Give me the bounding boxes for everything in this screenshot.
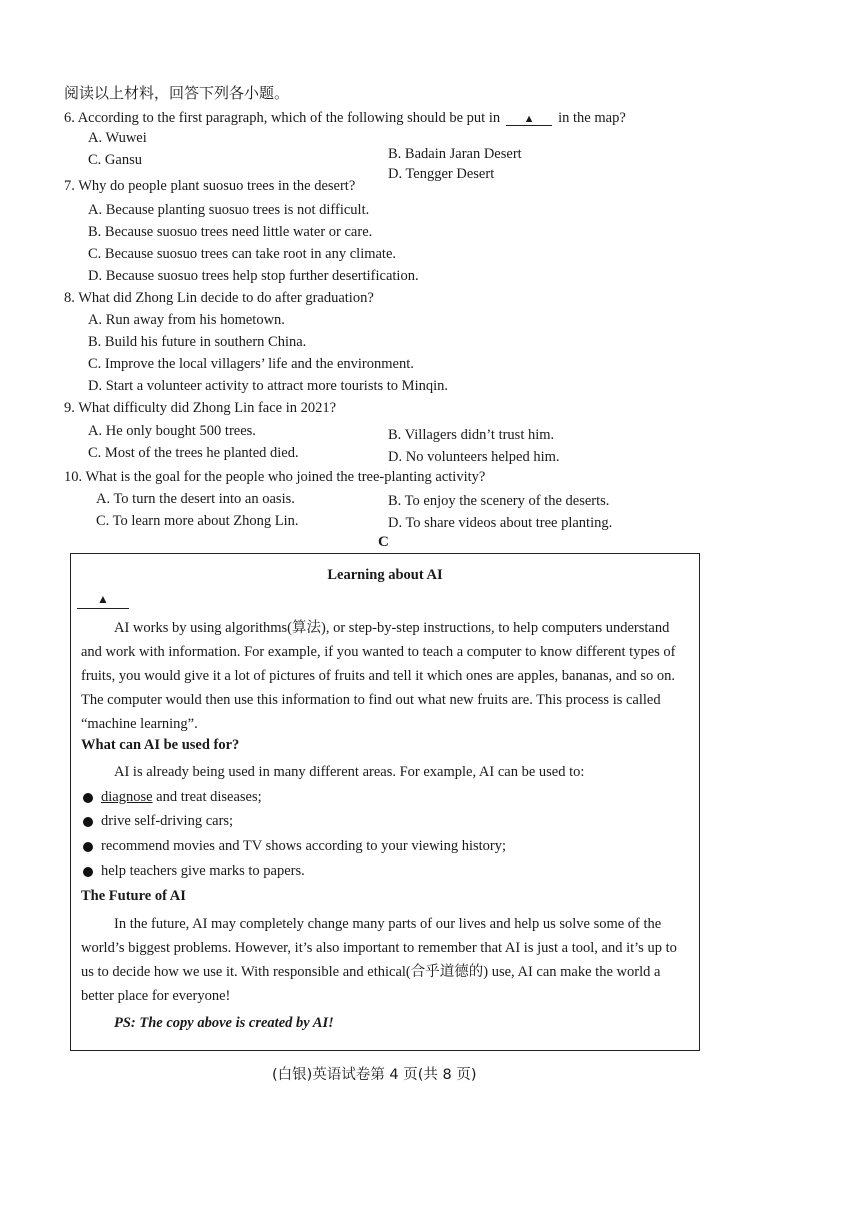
q8-option-b: B. Build his future in southern China. <box>88 334 307 350</box>
section-label: C <box>378 534 389 550</box>
q7-option-b: B. Because suosuo trees need little water or care. <box>88 224 373 240</box>
heading-uses: What can AI be used for? <box>81 737 240 753</box>
q10-option-c: C. To learn more about Zhong Lin. <box>96 513 299 529</box>
reading-passage-box <box>70 553 700 1051</box>
q8-option-d: D. Start a volunteer activity to attract more tourists to Minqin. <box>88 378 449 394</box>
q9-option-c: C. Most of the trees he planted died. <box>88 445 299 461</box>
question-8-stem: 8. What did Zhong Lin decide to do after graduation? <box>64 290 374 306</box>
postscript <box>114 1015 334 1032</box>
question-6-text: 6. According to the first paragraph, which of the following should be put in <box>64 110 501 126</box>
bullet-item-2 <box>83 813 233 830</box>
q9-option-b: B. Villagers didn’t trust him. <box>388 427 555 443</box>
q8-option-a: A. Run away from his hometown. <box>88 312 285 328</box>
q10-option-b: B. To enjoy the scenery of the deserts. <box>388 493 610 509</box>
q10-option-a: A. To turn the desert into an oasis. <box>96 491 295 507</box>
question-7-stem: 7. Why do people plant suosuo trees in the desert? <box>64 178 356 194</box>
q7-option-a: A. Because planting suosuo trees is not difficult. <box>88 202 370 218</box>
bullet-text: and treat diseases; <box>152 789 262 805</box>
q9-option-a: A. He only bought 500 trees. <box>88 423 256 439</box>
q6-option-b: B. Badain Jaran Desert <box>388 146 522 162</box>
ps-text: The copy above is created by AI! <box>139 1015 334 1031</box>
underlined-word: diagnose <box>101 789 153 805</box>
q6-option-a: A. Wuwei <box>88 130 147 146</box>
q9-option-d: D. No volunteers helped him. <box>388 449 560 465</box>
q6-option-d: D. Tengger Desert <box>388 166 495 182</box>
paragraph-1: AI works by using algorithms(算法), or step-by-step instructions, to help computers understand and work with information. For example, if you wanted to teach a computer to know different types of fruits, you would give it a lot of pictures of fruits and tell it which ones are apples, bananas, and so on. The computer would then use this information to find out what new fruits are. This process is called “machine learning”. <box>81 620 676 732</box>
q7-option-c: C. Because suosuo trees can take root in any climate. <box>88 246 397 262</box>
passage-title: Learning about AI <box>327 567 443 583</box>
question-9-stem: 9. What difficulty did Zhong Lin face in 2021? <box>64 400 337 416</box>
bullet-text: drive self-driving cars; <box>101 813 234 829</box>
ps-label: PS: <box>114 1015 140 1031</box>
bullet-item-3 <box>83 838 506 855</box>
bullet-text: recommend movies and TV shows according to your viewing history; <box>101 838 506 854</box>
triangle-icon: ▲ <box>97 592 109 606</box>
page-footer: (白银)英语试卷第 4 页(共 8 页) <box>272 1067 477 1083</box>
bullet-item-4 <box>83 863 305 880</box>
q10-option-d: D. To share videos about tree planting. <box>388 515 613 531</box>
triangle-icon: ▲ <box>523 113 535 125</box>
bullet-item-1 <box>83 789 262 806</box>
q7-option-d: D. Because suosuo trees help stop further desertification. <box>88 268 419 284</box>
bullet-icon <box>83 793 93 803</box>
heading-future: The Future of AI <box>81 888 186 904</box>
bullet-icon <box>83 817 93 827</box>
question-6-text-end: in the map? <box>558 110 626 126</box>
question-10-stem: 10. What is the goal for the people who joined the tree-planting activity? <box>64 469 486 485</box>
answer-blank <box>506 113 552 126</box>
answer-blank <box>77 590 129 609</box>
question-6-stem <box>64 110 626 127</box>
q8-option-c: C. Improve the local villagers’ life and the environment. <box>88 356 414 372</box>
paragraph-3: In the future, AI may completely change many parts of our lives and help us solve some of the world’s biggest problems. However, it’s also important to remember that AI is just a tool, and it’s up to us to decide how we use it. With responsible and ethical(合乎道德的) use, AI can make the world a better place for everyone! <box>81 916 677 1004</box>
bullet-icon <box>83 867 93 877</box>
bullet-icon <box>83 842 93 852</box>
paragraph-2: AI is already being used in many different areas. For example, AI can be used to: <box>114 764 585 780</box>
q6-option-c: C. Gansu <box>88 152 142 168</box>
instructions: 阅读以上材料，回答下列各小题。 <box>64 84 290 102</box>
bullet-text: help teachers give marks to papers. <box>101 863 305 879</box>
